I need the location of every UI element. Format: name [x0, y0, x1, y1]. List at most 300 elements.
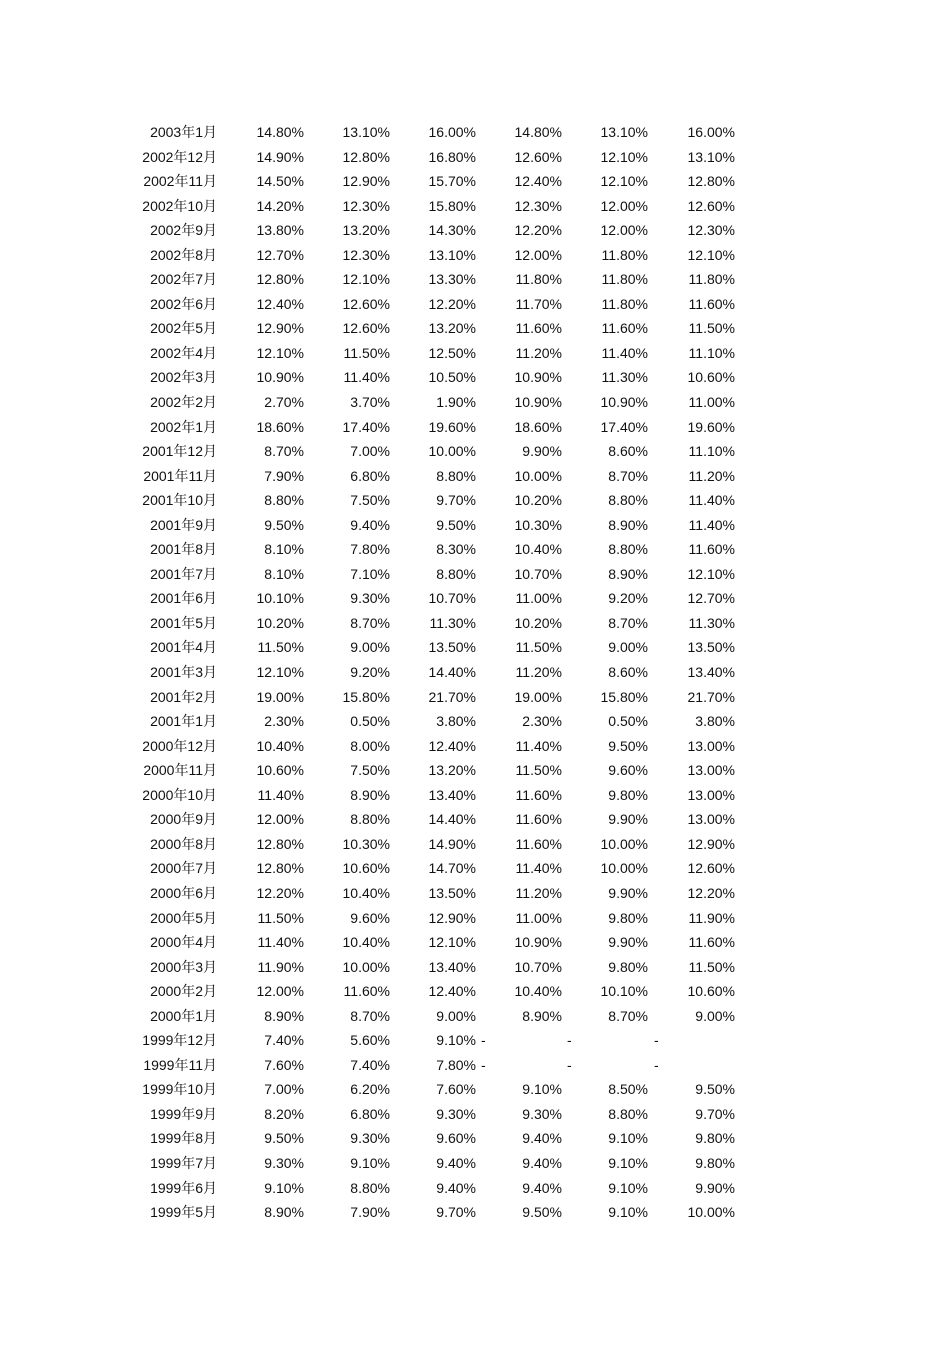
value-cell: 12.90%: [687, 835, 735, 852]
value-cell: 11.20%: [515, 664, 562, 681]
value-cell: 12.80%: [342, 148, 390, 165]
value-cell: 7.80%: [436, 1056, 476, 1073]
table-row: [0, 341, 950, 366]
value-cell: 16.00%: [687, 124, 735, 140]
value-cell: 13.50%: [687, 639, 735, 656]
table-row: [0, 979, 950, 1004]
row-date: 2000年4月: [150, 934, 217, 951]
value-cell: 7.00%: [350, 443, 390, 460]
value-cell: 12.90%: [342, 173, 390, 190]
value-cell: 2.70%: [264, 394, 304, 411]
value-cell: 9.00%: [608, 639, 648, 656]
row-date: 2001年10月: [142, 492, 217, 509]
value-cell: 17.40%: [342, 418, 390, 435]
row-date: 2000年1月: [150, 1007, 217, 1024]
value-cell: 9.80%: [608, 909, 648, 926]
value-cell: 13.40%: [428, 786, 476, 803]
value-cell: 11.30%: [601, 369, 648, 386]
table-row: [0, 243, 950, 268]
value-cell: 9.40%: [522, 1179, 562, 1196]
value-cell: 13.10%: [428, 246, 476, 263]
row-date: 2000年10月: [142, 786, 217, 803]
value-cell: 10.90%: [514, 394, 562, 411]
value-cell: 12.80%: [256, 860, 304, 877]
table-row: [0, 881, 950, 906]
value-cell: 8.90%: [522, 1007, 562, 1024]
value-cell: 12.10%: [687, 565, 735, 582]
value-cell: 13.10%: [687, 148, 735, 165]
value-cell: 10.90%: [514, 934, 562, 951]
value-cell: 11.20%: [515, 884, 562, 901]
value-cell: 11.40%: [515, 737, 562, 754]
table-row: [0, 316, 950, 341]
value-cell: 11.60%: [515, 835, 562, 852]
value-cell: 12.80%: [256, 835, 304, 852]
value-cell: 10.00%: [600, 860, 648, 877]
row-date: 2000年6月: [150, 884, 217, 901]
value-cell: 10.40%: [342, 934, 390, 951]
row-date: 2001年12月: [142, 443, 217, 460]
value-cell: 2.30%: [264, 713, 304, 730]
value-cell: 13.40%: [428, 958, 476, 975]
value-cell: 8.80%: [350, 811, 390, 828]
value-cell: 9.10%: [608, 1130, 648, 1147]
row-date: 2002年9月: [150, 222, 217, 239]
value-cell: 10.40%: [342, 884, 390, 901]
value-cell: 8.80%: [608, 541, 648, 558]
table-row: [0, 1077, 950, 1102]
value-cell: 8.60%: [608, 443, 648, 460]
value-cell: 11.60%: [688, 541, 735, 558]
value-cell: 11.60%: [515, 320, 562, 337]
value-cell: 12.80%: [687, 173, 735, 190]
table-row: [0, 660, 950, 685]
table-row: [0, 1004, 950, 1029]
value-cell: 10.60%: [256, 762, 304, 779]
value-cell: 11.50%: [515, 762, 562, 779]
value-cell: 11.00%: [688, 394, 735, 411]
value-cell: 13.00%: [687, 737, 735, 754]
value-cell: 12.30%: [342, 246, 390, 263]
value-cell: 10.50%: [428, 369, 476, 386]
value-cell: 12.30%: [514, 197, 562, 214]
value-cell: 9.50%: [264, 516, 304, 533]
value-cell: 12.50%: [428, 344, 476, 361]
row-date: 2000年8月: [150, 835, 217, 852]
value-cell: 13.00%: [687, 786, 735, 803]
value-cell: 6.80%: [350, 1105, 390, 1122]
value-cell: 18.60%: [514, 418, 562, 435]
row-date: 2001年1月: [150, 713, 217, 730]
row-date: 2002年4月: [150, 344, 217, 361]
row-date: 2002年12月: [142, 148, 217, 165]
value-cell: 14.20%: [256, 197, 304, 214]
row-date: 1999年6月: [150, 1179, 217, 1196]
value-cell: 16.00%: [428, 124, 476, 140]
table-row: [0, 611, 950, 636]
value-cell: 9.30%: [436, 1105, 476, 1122]
table-row: [0, 292, 950, 317]
row-date: 2002年10月: [142, 197, 217, 214]
value-cell: 13.80%: [256, 222, 304, 239]
value-cell: 9.00%: [350, 639, 390, 656]
value-cell: 9.00%: [695, 1007, 735, 1024]
value-cell: 10.90%: [600, 394, 648, 411]
value-cell: 2.30%: [522, 713, 562, 730]
value-cell: 8.80%: [436, 565, 476, 582]
value-cell: 11.20%: [515, 344, 562, 361]
table-row: [0, 635, 950, 660]
row-date: 2002年6月: [150, 295, 217, 312]
value-cell: 11.40%: [688, 516, 735, 533]
table-row: [0, 194, 950, 219]
value-cell: 11.60%: [515, 786, 562, 803]
value-cell: 11.60%: [601, 320, 648, 337]
row-date: 2002年1月: [150, 418, 217, 435]
row-date: 2003年1月: [150, 124, 217, 140]
value-cell: 0.50%: [608, 713, 648, 730]
value-cell: 8.90%: [608, 516, 648, 533]
row-date: 1999年10月: [142, 1081, 217, 1098]
value-cell: 11.70%: [515, 295, 562, 312]
value-cell: 9.40%: [522, 1130, 562, 1147]
value-cell: 10.70%: [514, 565, 562, 582]
value-cell: 9.30%: [350, 590, 390, 607]
value-cell: 9.90%: [522, 443, 562, 460]
empty-value-cell: -: [567, 1056, 572, 1073]
value-cell: 10.60%: [687, 983, 735, 1000]
empty-value-cell: -: [481, 1056, 486, 1073]
value-cell: 10.00%: [514, 467, 562, 484]
table-row: [0, 415, 950, 440]
table-row: [0, 488, 950, 513]
row-date: 2001年6月: [150, 590, 217, 607]
row-date: 2000年11月: [143, 762, 217, 779]
value-cell: 12.70%: [687, 590, 735, 607]
value-cell: 13.20%: [428, 762, 476, 779]
value-cell: 12.60%: [342, 320, 390, 337]
value-cell: 10.10%: [600, 983, 648, 1000]
value-cell: 8.70%: [350, 1007, 390, 1024]
value-cell: 8.80%: [264, 492, 304, 509]
table-row: [0, 685, 950, 710]
value-cell: 10.70%: [514, 958, 562, 975]
value-cell: 9.10%: [608, 1179, 648, 1196]
value-cell: 19.00%: [514, 688, 562, 705]
value-cell: 12.40%: [256, 295, 304, 312]
value-cell: 9.10%: [350, 1154, 390, 1171]
value-cell: 9.60%: [350, 909, 390, 926]
value-cell: 12.10%: [256, 664, 304, 681]
value-cell: 7.80%: [350, 541, 390, 558]
value-cell: 12.00%: [600, 222, 648, 239]
value-cell: 12.80%: [256, 271, 304, 288]
value-cell: 12.90%: [428, 909, 476, 926]
value-cell: 13.20%: [342, 222, 390, 239]
value-cell: 11.50%: [257, 639, 304, 656]
value-cell: 14.90%: [256, 148, 304, 165]
row-date: 2000年2月: [150, 983, 217, 1000]
value-cell: 12.00%: [256, 983, 304, 1000]
value-cell: 15.80%: [342, 688, 390, 705]
value-cell: 9.80%: [695, 1154, 735, 1171]
table-row: [0, 1200, 950, 1225]
row-date: 1999年12月: [142, 1032, 217, 1049]
value-cell: 11.30%: [429, 614, 476, 631]
value-cell: 10.40%: [514, 983, 562, 1000]
value-cell: 8.70%: [608, 1007, 648, 1024]
value-cell: 13.00%: [687, 762, 735, 779]
value-cell: 12.30%: [342, 197, 390, 214]
value-cell: 12.10%: [256, 344, 304, 361]
value-cell: 14.80%: [514, 124, 562, 140]
table-row: [0, 758, 950, 783]
empty-value-cell: -: [481, 1032, 486, 1049]
value-cell: 8.00%: [350, 737, 390, 754]
row-date: 1999年5月: [150, 1204, 217, 1221]
value-cell: 9.10%: [522, 1081, 562, 1098]
value-cell: 14.40%: [428, 664, 476, 681]
value-cell: 5.60%: [350, 1032, 390, 1049]
value-cell: 8.10%: [264, 541, 304, 558]
data-table: [0, 120, 950, 1225]
value-cell: 14.80%: [256, 124, 304, 140]
value-cell: 9.40%: [522, 1154, 562, 1171]
table-row: [0, 1053, 950, 1078]
table-row: [0, 513, 950, 538]
value-cell: 12.10%: [687, 246, 735, 263]
value-cell: 8.80%: [436, 467, 476, 484]
value-cell: 21.70%: [687, 688, 735, 705]
row-date: 2002年8月: [150, 246, 217, 263]
value-cell: 8.30%: [436, 541, 476, 558]
row-date: 2001年9月: [150, 516, 217, 533]
value-cell: 12.70%: [256, 246, 304, 263]
value-cell: 19.60%: [687, 418, 735, 435]
value-cell: 9.10%: [264, 1179, 304, 1196]
value-cell: 9.10%: [608, 1204, 648, 1221]
value-cell: 3.70%: [350, 394, 390, 411]
value-cell: 10.00%: [428, 443, 476, 460]
table-row: [0, 267, 950, 292]
row-date: 2002年3月: [150, 369, 217, 386]
value-cell: 11.80%: [601, 271, 648, 288]
value-cell: 12.00%: [600, 197, 648, 214]
value-cell: 11.60%: [515, 811, 562, 828]
row-date: 2001年7月: [150, 565, 217, 582]
value-cell: 7.10%: [350, 565, 390, 582]
value-cell: 9.10%: [436, 1032, 476, 1049]
value-cell: 9.50%: [522, 1204, 562, 1221]
row-date: 2002年7月: [150, 271, 217, 288]
value-cell: 8.20%: [264, 1105, 304, 1122]
value-cell: 11.80%: [601, 246, 648, 263]
value-cell: 9.90%: [608, 884, 648, 901]
value-cell: 9.50%: [695, 1081, 735, 1098]
value-cell: 11.90%: [688, 909, 735, 926]
row-date: 2000年3月: [150, 958, 217, 975]
value-cell: 13.10%: [342, 124, 390, 140]
value-cell: 11.40%: [601, 344, 648, 361]
value-cell: 8.80%: [350, 1179, 390, 1196]
value-cell: 8.90%: [264, 1204, 304, 1221]
value-cell: 7.90%: [350, 1204, 390, 1221]
value-cell: 10.20%: [514, 614, 562, 631]
value-cell: 8.70%: [608, 614, 648, 631]
value-cell: 13.50%: [428, 639, 476, 656]
table-row: [0, 930, 950, 955]
value-cell: 9.30%: [264, 1154, 304, 1171]
value-cell: 12.00%: [256, 811, 304, 828]
value-cell: 6.80%: [350, 467, 390, 484]
table-row: [0, 1151, 950, 1176]
value-cell: 12.40%: [428, 983, 476, 1000]
value-cell: 9.30%: [350, 1130, 390, 1147]
table-row: [0, 1102, 950, 1127]
table-row: [0, 1176, 950, 1201]
value-cell: 10.90%: [256, 369, 304, 386]
row-date: 2002年2月: [150, 394, 217, 411]
value-cell: 11.80%: [688, 271, 735, 288]
value-cell: 11.40%: [515, 860, 562, 877]
value-cell: 8.70%: [608, 467, 648, 484]
value-cell: 13.40%: [687, 664, 735, 681]
value-cell: 11.60%: [688, 934, 735, 951]
value-cell: 14.70%: [428, 860, 476, 877]
table-row: [0, 145, 950, 170]
value-cell: 13.20%: [428, 320, 476, 337]
table-row: [0, 586, 950, 611]
table-row: [0, 464, 950, 489]
table-row: [0, 562, 950, 587]
value-cell: 8.90%: [350, 786, 390, 803]
value-cell: 9.40%: [436, 1179, 476, 1196]
value-cell: 9.80%: [608, 958, 648, 975]
value-cell: 7.90%: [264, 467, 304, 484]
value-cell: 8.90%: [608, 565, 648, 582]
value-cell: 7.50%: [350, 762, 390, 779]
table-row: [0, 365, 950, 390]
value-cell: 0.50%: [350, 713, 390, 730]
empty-value-cell: -: [654, 1032, 659, 1049]
value-cell: 9.90%: [608, 811, 648, 828]
value-cell: 8.80%: [608, 492, 648, 509]
row-date: 2000年7月: [150, 860, 217, 877]
value-cell: 10.40%: [514, 541, 562, 558]
value-cell: 12.10%: [342, 271, 390, 288]
empty-value-cell: -: [654, 1056, 659, 1073]
row-date: 2001年11月: [143, 467, 217, 484]
value-cell: 16.80%: [428, 148, 476, 165]
value-cell: 9.90%: [608, 934, 648, 951]
row-date: 2001年2月: [150, 688, 217, 705]
value-cell: 7.40%: [350, 1056, 390, 1073]
value-cell: 13.00%: [687, 811, 735, 828]
value-cell: 10.20%: [256, 614, 304, 631]
value-cell: 9.50%: [264, 1130, 304, 1147]
value-cell: 10.60%: [342, 860, 390, 877]
value-cell: 7.60%: [436, 1081, 476, 1098]
value-cell: 10.00%: [687, 1204, 735, 1221]
table-row: [0, 783, 950, 808]
value-cell: 10.00%: [600, 835, 648, 852]
value-cell: 10.30%: [342, 835, 390, 852]
value-cell: 8.80%: [608, 1105, 648, 1122]
empty-value-cell: -: [567, 1032, 572, 1049]
row-date: 1999年9月: [150, 1105, 217, 1122]
table-row: [0, 537, 950, 562]
value-cell: 10.10%: [256, 590, 304, 607]
value-cell: 19.60%: [428, 418, 476, 435]
value-cell: 9.50%: [436, 516, 476, 533]
value-cell: 8.60%: [608, 664, 648, 681]
value-cell: 21.70%: [428, 688, 476, 705]
value-cell: 8.10%: [264, 565, 304, 582]
value-cell: 11.10%: [688, 443, 735, 460]
row-date: 2002年5月: [150, 320, 217, 337]
value-cell: 13.50%: [428, 884, 476, 901]
value-cell: 10.90%: [514, 369, 562, 386]
row-date: 2000年12月: [142, 737, 217, 754]
row-date: 2000年9月: [150, 811, 217, 828]
value-cell: 12.40%: [514, 173, 562, 190]
value-cell: 13.30%: [428, 271, 476, 288]
table-row: [0, 169, 950, 194]
value-cell: 7.40%: [264, 1032, 304, 1049]
value-cell: 15.80%: [428, 197, 476, 214]
value-cell: 10.40%: [256, 737, 304, 754]
row-date: 1999年11月: [143, 1056, 217, 1073]
value-cell: 8.70%: [264, 443, 304, 460]
value-cell: 11.10%: [688, 344, 735, 361]
value-cell: 9.80%: [695, 1130, 735, 1147]
value-cell: 12.00%: [514, 246, 562, 263]
value-cell: 8.50%: [608, 1081, 648, 1098]
value-cell: 12.20%: [514, 222, 562, 239]
value-cell: 10.60%: [687, 369, 735, 386]
value-cell: 15.80%: [600, 688, 648, 705]
value-cell: 11.60%: [688, 295, 735, 312]
value-cell: 12.60%: [687, 860, 735, 877]
table-row: [0, 120, 950, 145]
value-cell: 11.50%: [515, 639, 562, 656]
value-cell: 9.60%: [436, 1130, 476, 1147]
value-cell: 12.20%: [428, 295, 476, 312]
value-cell: 9.70%: [436, 492, 476, 509]
row-date: 2001年5月: [150, 614, 217, 631]
value-cell: 9.90%: [695, 1179, 735, 1196]
value-cell: 11.50%: [343, 344, 390, 361]
value-cell: 11.40%: [688, 492, 735, 509]
value-cell: 11.50%: [688, 958, 735, 975]
value-cell: 14.30%: [428, 222, 476, 239]
value-cell: 8.70%: [350, 614, 390, 631]
value-cell: 12.20%: [256, 884, 304, 901]
value-cell: 11.40%: [343, 369, 390, 386]
value-cell: 12.10%: [600, 173, 648, 190]
value-cell: 17.40%: [600, 418, 648, 435]
value-cell: 7.00%: [264, 1081, 304, 1098]
row-date: 2001年8月: [150, 541, 217, 558]
value-cell: 11.20%: [688, 467, 735, 484]
value-cell: 9.50%: [608, 737, 648, 754]
value-cell: 12.30%: [687, 222, 735, 239]
value-cell: 11.30%: [688, 614, 735, 631]
table-row: [0, 218, 950, 243]
row-date: 2001年4月: [150, 639, 217, 656]
row-date: 2002年11月: [143, 173, 217, 190]
table-row: [0, 856, 950, 881]
